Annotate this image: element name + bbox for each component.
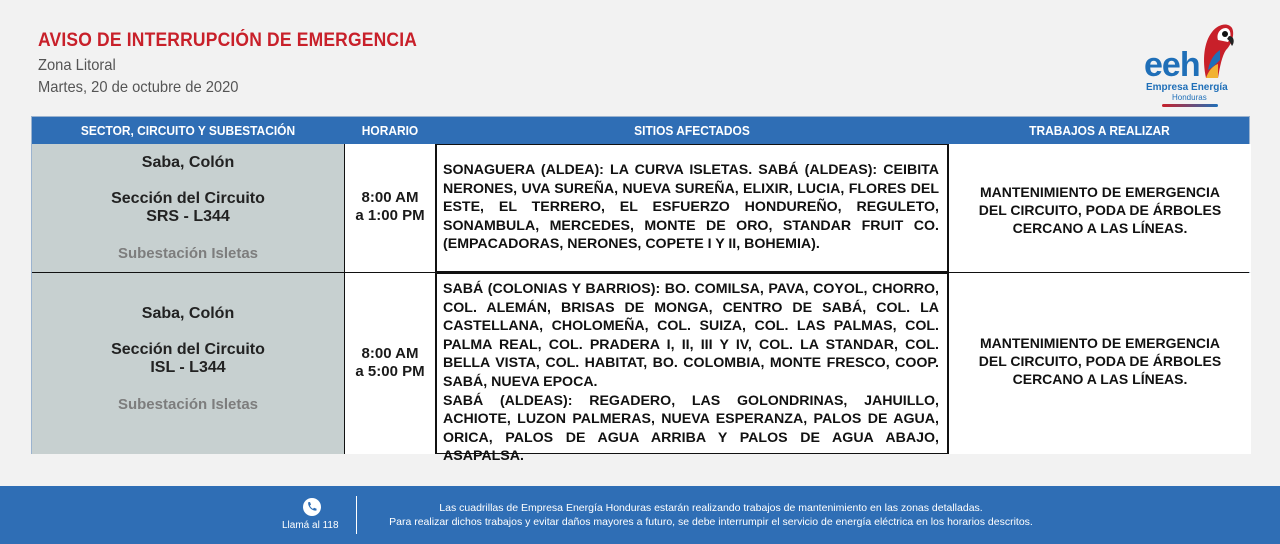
parrot-logo-icon bbox=[1196, 20, 1236, 80]
outage-table bbox=[31, 116, 1250, 465]
header-sector: SECTOR, CIRCUITO Y SUBESTACIÓN bbox=[80, 123, 296, 138]
table-header bbox=[32, 117, 1249, 144]
logo-line1: Empresa Energía bbox=[1146, 82, 1228, 93]
section-label: Sección del Circuito bbox=[111, 190, 265, 207]
logo-underline bbox=[1162, 104, 1218, 107]
table-row bbox=[32, 144, 1249, 272]
substation-label: Subestación Isletas bbox=[117, 245, 259, 262]
zone-label: Zona Litoral bbox=[38, 57, 116, 74]
footer-line2: Para realizar dichos trabajos y evitar daños mayores a futuro, se debe interrumpir el servicio de energía eléctrica en los horarios descritos. bbox=[389, 516, 1033, 528]
sites-text bbox=[437, 280, 947, 466]
work-text: MANTENIMIENTO DE EMERGENCIA DEL CIRCUITO, PODA DE ÁRBOLES CERCANO A LAS LÍNEAS. bbox=[978, 184, 1222, 236]
work-text: MANTENIMIENTO DE EMERGENCIA DEL CIRCUITO, PODA DE ÁRBOLES CERCANO A LAS LÍNEAS. bbox=[978, 335, 1222, 387]
date-label: Martes, 20 de octubre de 2020 bbox=[38, 79, 239, 96]
sites-text bbox=[437, 161, 947, 254]
company-logo bbox=[1144, 20, 1236, 116]
sector-cell bbox=[32, 144, 344, 272]
header-horario: HORARIO bbox=[361, 123, 419, 138]
sector-cell bbox=[32, 273, 344, 454]
trabajos-cell bbox=[948, 144, 1251, 272]
table-row bbox=[32, 272, 1249, 465]
notice-header bbox=[38, 30, 450, 97]
sitios-cell bbox=[436, 273, 948, 465]
time-end: a 5:00 PM bbox=[355, 363, 425, 380]
logo-line2: Honduras bbox=[1172, 93, 1207, 102]
time-start: 8:00 AM bbox=[361, 189, 419, 206]
substation-label: Subestación Isletas bbox=[117, 396, 259, 413]
logo-wordmark: eeh bbox=[1144, 46, 1200, 84]
trabajos-cell bbox=[948, 273, 1251, 454]
location-label: Saba, Colón bbox=[141, 305, 235, 322]
time-start: 8:00 AM bbox=[361, 345, 419, 362]
horario-cell bbox=[344, 273, 436, 454]
location-label: Saba, Colón bbox=[141, 154, 235, 171]
sites-paragraph: SABÁ (COLONIAS Y BARRIOS): BO. COMILSA, PAVA, COYOL, CHORRO, COL. ALEMÁN, BRISAS DE MONGA, CENTRO DE SABÁ, COL. LA CASTELLANA, CHOLOMEÑA, COL. SUIZA, COL. LAS PALMAS, COL. PALMA REAL, COL. PRADERA I, II, III Y IV, COL. LA STANDAR, COL. BELLA VISTA, COL. HABITAT, BO. COLOMBIA, MONTE FRESCO, COOP. SABÁ, NUEVA EPOCA. bbox=[443, 281, 939, 390]
sites-paragraph: SABÁ (ALDEAS): REGADERO, LAS GOLONDRINAS, JAHUILLO, ACHIOTE, LUZON PALMERAS, NUEVA ESPERANZA, PALOS DE AGUA, ORICA, PALOS DE AGUA ARRIBA Y PALOS DE AGUA ABAJO, ASAPALSA. bbox=[443, 392, 939, 465]
phone-icon bbox=[303, 498, 321, 516]
circuit-label: ISL - L344 bbox=[150, 359, 226, 376]
footer-divider bbox=[356, 496, 357, 534]
footer-message bbox=[366, 501, 1056, 529]
sites-paragraph: SONAGUERA (ALDEA): LA CURVA ISLETAS. SABÁ (ALDEAS): CEIBITA NERONES, UVA SUREÑA, NUEVA SUREÑA, ELIXIR, LUCIA, FLORES DEL ESTE, EL TERRERO, EL ESFUERZO HONDUREÑO, REGULETO, SONAMBULA, MERCEDES, MONTE DE ORO, STANDAR FRUIT CO. (EMPACADORAS, NERONES, COPETE I Y II, BOHEMIA). bbox=[443, 162, 939, 253]
time-end: a 1:00 PM bbox=[355, 207, 425, 224]
header-sitios: SITIOS AFECTADOS bbox=[634, 123, 750, 138]
phone-label: Llamá al 118 bbox=[282, 520, 339, 531]
horario-cell bbox=[344, 144, 436, 272]
footer-bar bbox=[0, 486, 1280, 544]
circuit-label: SRS - L344 bbox=[146, 208, 230, 225]
sitios-cell bbox=[436, 144, 948, 272]
header-trabajos: TRABAJOS A REALIZAR bbox=[1029, 123, 1170, 138]
notice-title: AVISO DE INTERRUPCIÓN DE EMERGENCIA bbox=[38, 30, 418, 51]
section-label: Sección del Circuito bbox=[111, 341, 265, 358]
footer-line1: Las cuadrillas de Empresa Energía Honduras estarán realizando trabajos de mantenimiento en las zonas detalladas. bbox=[439, 502, 983, 514]
